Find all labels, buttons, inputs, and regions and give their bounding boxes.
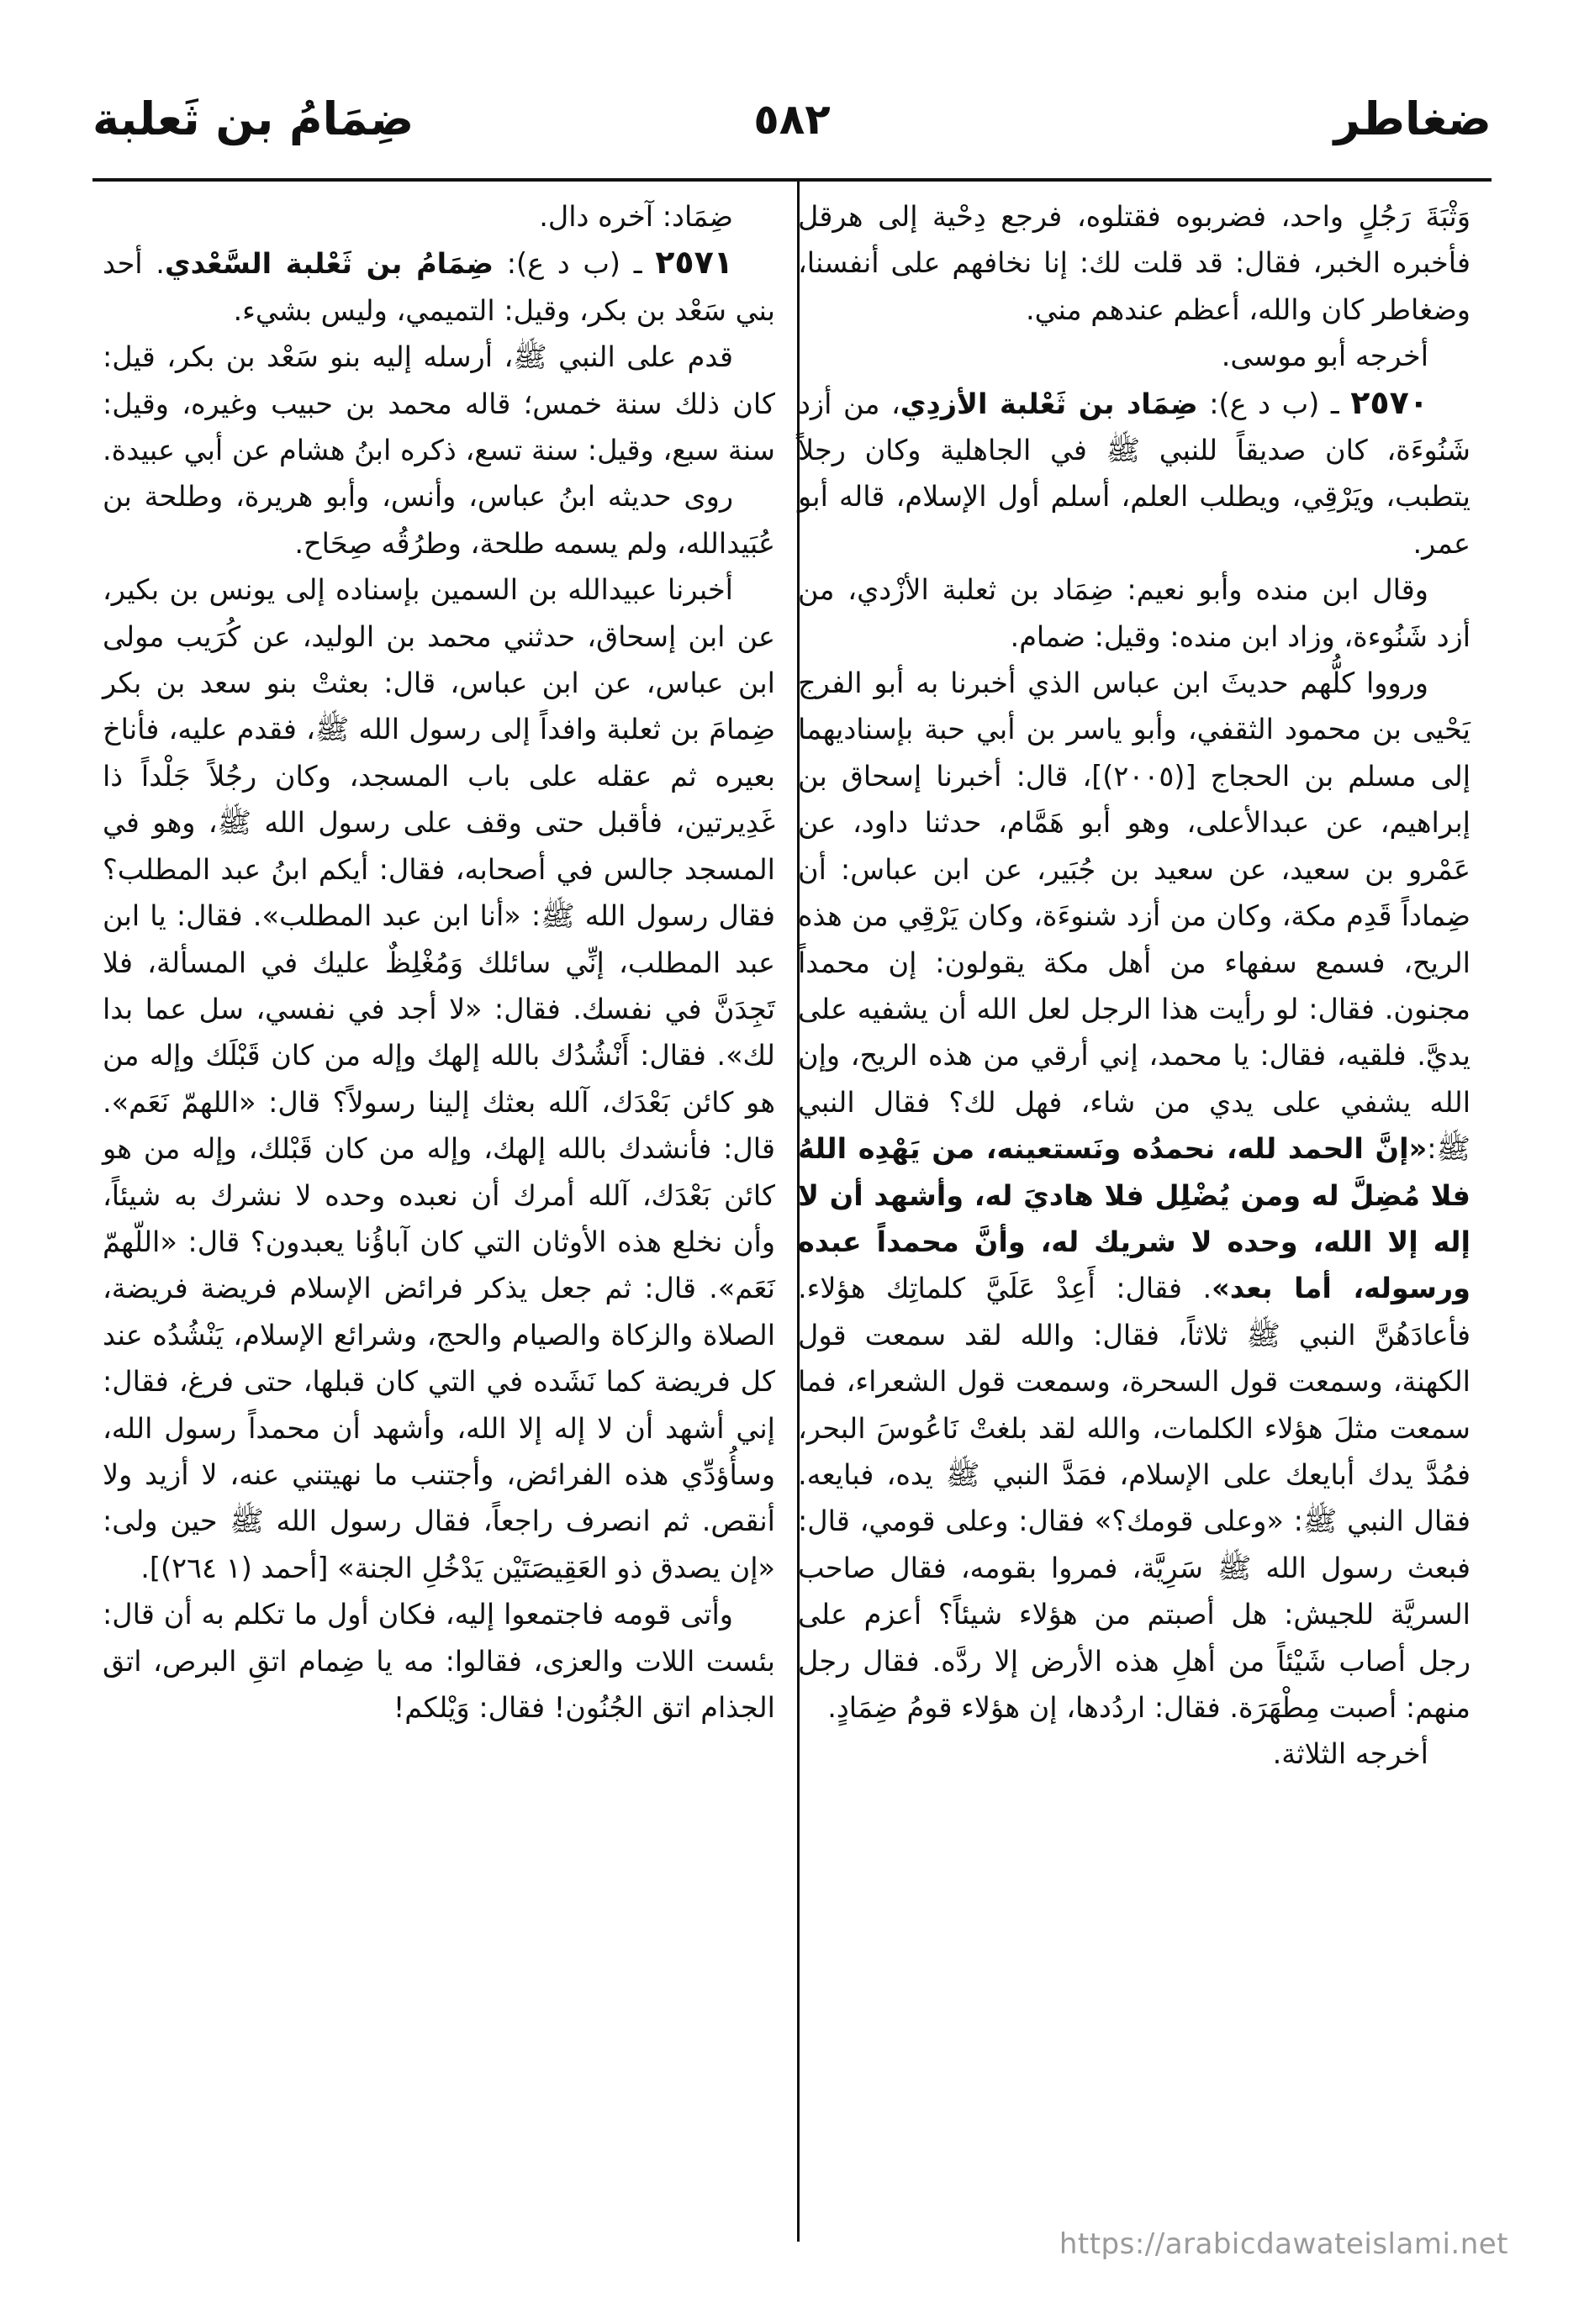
page-header: [92, 80, 1492, 172]
paragraph-text: أخرجه الثلاثة.: [1272, 1737, 1428, 1771]
paragraph-text: . فقال: أَعِدْ عَلَيَّ كلماتِك هؤلاء. فأعادَهُنَّ النبي ﷺ ثلاثاً، فقال: والله لقد سمعت قول الكهنة، وسمعت قول السحرة، وسمعت قول الشعراء، فما سمعت مثلَ هؤلاء الكلمات، والله لقد بلغتْ نَاعُوسَ البحر، فمُدَّ يدك أبايعك على الإسلام، فمَدَّ النبي ﷺ يده، فبايعه. فقال النبي ﷺ: «وعلى قومك؟» فقال: وعلى قومي، قال: فبعث رسول الله ﷺ سَرِيَّة، فمروا بقومه، فقال صاحب السريَّة للجيش: هل أصبتم من هؤلاء شيئاً؟ أعزم على رجل أصاب شَيْئاً من أهلِ هذه الأرض إلا ردَّه. فقال رجل منهم: أصبت مِطْهَرَة. فقال: اردُدها، إن هؤلاء قومُ ضِمَادٍ.: [798, 1272, 1470, 1724]
entry-name: ضِمَامُ بن ثَعْلبة السَّعْدي: [164, 247, 494, 281]
paragraph-text: أخبرنا عبيدالله بن السمين بإسناده إلى يونس بن بكير، عن ابن إسحاق، حدثني محمد بن الوليد، عن كُرَيب مولى ابن عباس، عن ابن عباس، قال: بعثتْ بنو سعد بن بكر ضِمامَ بن ثعلبة وافداً إلى رسول الله ﷺ، فقدم عليه، فأناخ بعيره ثم عقله على باب المسجد، وكان رجُلاً جَلْداً ذا غَدِيرتين، فأقبل حتى وقف على رسول الله ﷺ، وهو في المسجد جالس في أصحابه، فقال: أيكم ابنُ عبد المطلب؟ فقال رسول الله ﷺ: «أنا ابن عبد المطلب». فقال: يا ابن عبد المطلب، إنِّي سائلك وَمُغْلِظٌ عليك في المسألة، فلا تَجِدَنَّ في نفسك. فقال: «لا أجد في نفسي، سل عما بدا لك». فقال: أَنْشُدُك بالله إلهك وإله من كان قَبْلَك وإله من هو كائن بَعْدَك، آلله بعثك إلينا رسولاً؟ قال: «اللهمّ نَعَم». قال: فأنشدك بالله إلهك، وإله من كان قَبْلك، وإله من هو كائن بَعْدَك، آلله أمرك أن نعبده وحده لا نشرك به شيئاً، وأن نخلع هذه الأوثان التي كان آباؤُنا يعبدون؟ قال: «اللّهمّ نَعَم». قال: ثم جعل يذكر فرائض الإسلام فريضة فريضة، الصلاة والزكاة والصيام والحج، وشرائع الإسلام، يَنْشُدُه عند كل فريضة كما نَشَده في التي كان قبلها، حتى فرغ، فقال: إني أشهد أن لا إله إلا الله، وأشهد أن محمداً رسول الله، وسأُؤدِّي هذه الفرائض، وأجتنب ما نهيتني عنه، لا أزيد ولا أنقص. ثم انصرف راجعاً، فقال رسول الله ﷺ حين ولى: «إن يصدق ذو العَقِيصَتَيْن يَدْخُلِ الجنة» [أحمد (١ ٢٦٤)].: [103, 573, 775, 1584]
left-column: [103, 193, 775, 1731]
right-column: [798, 193, 1470, 1778]
paragraph: [103, 567, 775, 1591]
entry-name: ضِمَاد بن ثَعْلبة الأزدِي: [900, 387, 1198, 420]
entry-number: ٢٥٧٠: [1350, 383, 1428, 421]
paragraph-text: روى حديثه ابنُ عباس، وأنس، وأبو هريرة، وطلحة بن عُبَيدالله، ولم يسمه طلحة، وطرُقُه صِحَاح.: [103, 480, 775, 560]
entry-code: ـ (ب د ع):: [494, 247, 656, 281]
paragraph: [798, 333, 1470, 379]
paragraph-text: ضِمَاد: آخره دال.: [539, 200, 733, 233]
header-rule: [92, 178, 1492, 182]
paragraph-text: ورووا كلُّهم حديثَ ابن عباس الذي أخبرنا به أبو الفرج يَحْيى بن محمود الثقفي، وأبو ياسر بن أبي حبة بإسناديهما إلى مسلم بن الحجاج [(٢٠٠٥)]، قال: أخبرنا إسحاق بن إبراهيم، عن عبدالأعلى، وهو أبو هَمَّام، حدثنا داود، عن عَمْرو بن سعيد، عن سعيد بن جُبَير، عن ابن عباس: أن ضِماداً قَدِم مكة، وكان من أزد شنوءَة، وكان يَرْقِي من هذه الريح، فسمع سفهاء من أهل مكة يقولون: إن محمداً مجنون. فقال: لو رأيت هذا الرجل لعل الله أن يشفيه على يديَّ. فلقيه، فقال: يا محمد، إني أرقي من هذه الريح، وإن الله يشفي على يدي من شاء، فهل لك؟ فقال النبي ﷺ:: [798, 667, 1471, 1166]
running-title-right: ضغاطر: [1333, 92, 1492, 145]
watermark-url: https://arabicdawateislami.net: [1059, 2227, 1508, 2261]
paragraph-text: أخرجه أبو موسى.: [1221, 340, 1428, 373]
paragraph: [103, 1591, 775, 1731]
paragraph: [103, 193, 775, 240]
paragraph: [103, 240, 775, 334]
paragraph-text: قدم على النبي ﷺ، أرسله إليه بنو سَعْد بن بكر، قيل: كان ذلك سنة خمس؛ قاله محمد بن حبيب وغيره، وقيل: سنة سبع، وقيل: سنة تسع، ذكره ابنُ هشام عن أبي عبيدة.: [103, 340, 775, 467]
entry-text: ، من أزد شَنُوءَة، كان صديقاً للنبي ﷺ في الجاهلية وكان رجلاً يتطبب، ويَرْقِي، ويطلب العلم، أسلم أول الإسلام، قاله أبو عمر.: [798, 387, 1470, 560]
entry-text: . أحد بني سَعْد بن بكر، وقيل: التميمي، وليس بشيء.: [103, 247, 775, 327]
paragraph: [103, 473, 775, 567]
running-title-left: ضِمَامُ بن ثَعلبة: [92, 92, 414, 145]
paragraph: [798, 1731, 1470, 1777]
paragraph-text: وأتى قومه فاجتمعوا إليه، فكان أول ما تكلم به أن قال: بئست اللات والعزى، فقالوا: مه يا ضِمام اتقِ البرص، اتق الجذام اتق الجُنُون! فقال: وَيْلكم!: [103, 1598, 775, 1724]
paragraph-text: وقال ابن منده وأبو نعيم: ضِمَاد بن ثعلبة الأزْدي، من أزد شَنُوءة، وزاد ابن منده: وقيل: ضمام.: [798, 573, 1470, 653]
page-number: ٥٨٢: [753, 95, 831, 144]
paragraph: [798, 660, 1470, 1731]
entry-number: ٢٥٧١: [655, 244, 733, 282]
paragraph: [798, 193, 1470, 333]
hadith-quote: «إنَّ الحمد لله، نحمدُه ونَستعينه، من يَهْدِه اللهُ فلا مُضِلَّ له ومن يُضْلِل فلا هاديَ له، وأشهد أن لا إله إلا الله، وحده لا شريك له، وأنَّ محمداً عبده ورسوله، أما بعد»: [798, 1132, 1470, 1305]
paragraph: [798, 567, 1470, 660]
paragraph: [798, 380, 1470, 567]
paragraph-text: وَثْبَةَ رَجُلٍ واحد، فضربوه فقتلوه، فرجع دِحْية إلى هرقل فأخبره الخبر، فقال: قد قلت لك: إنا نخافهم على أنفسنا، وضغاطر كان والله، أعظم عندهم مني.: [798, 200, 1470, 326]
paragraph: [103, 334, 775, 473]
entry-code: ـ (ب د ع):: [1197, 387, 1351, 420]
